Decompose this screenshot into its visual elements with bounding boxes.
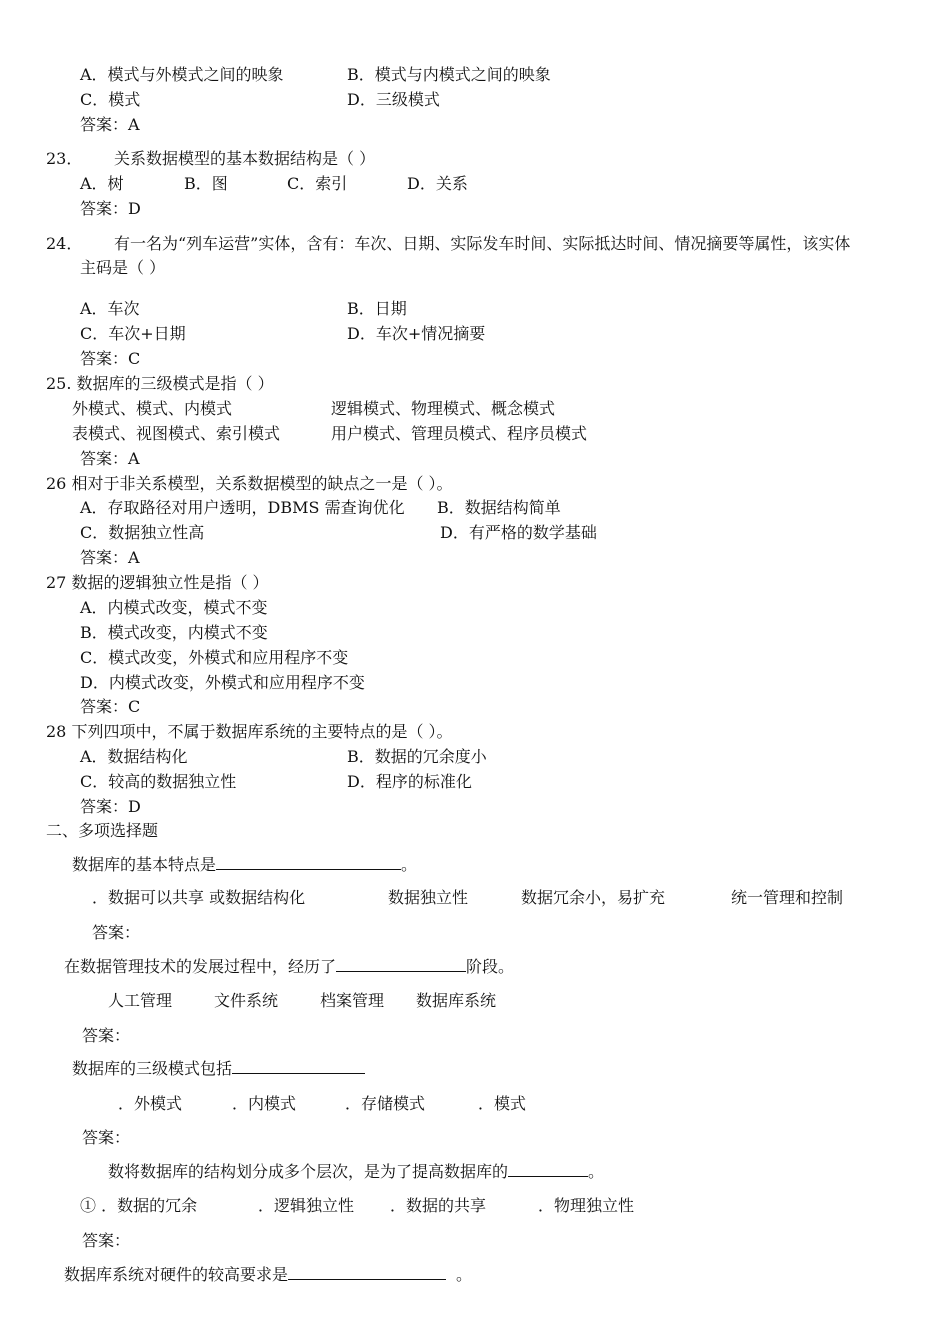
m3-option-3: ．存储模式 — [345, 1094, 426, 1113]
q25-stem: 25. 数据库的三级模式是指（ ） — [46, 374, 274, 393]
m3-option-4: ．模式 — [478, 1094, 527, 1113]
m1-stem-text: 数据库的基本特点是 — [72, 855, 217, 874]
m4-answer-blank[interactable] — [508, 1162, 588, 1177]
m1-answer-blank[interactable] — [216, 855, 401, 870]
m1-option-2: 数据独立性 — [388, 888, 469, 907]
q28-answer: 答案：D — [80, 797, 141, 816]
q26-option-c: C．数据独立性高 — [80, 523, 205, 542]
m1-stem — [72, 855, 417, 875]
q28-stem: 28 下列四项中，不属于数据库系统的主要特点的是（ ）。 — [46, 722, 453, 741]
q24-stem-line1: 有一名为“列车运营”实体，含有：车次、日期、实际发车时间、实际抵达时间、情况摘要等属性，该实体 — [114, 234, 851, 253]
m4-stem-end: 。 — [588, 1162, 605, 1181]
q23-answer: 答案：D — [80, 199, 141, 218]
m1-stem-end: 。 — [401, 855, 418, 874]
m1-option-3: 数据冗余小，易扩充 — [521, 888, 666, 907]
q24-answer: 答案：C — [80, 349, 141, 368]
m2-option-4: 数据库系统 — [416, 991, 497, 1010]
m1-answer: 答案： — [92, 923, 141, 942]
m4-option-3: ．数据的共享 — [390, 1196, 487, 1215]
q22-option-a: A．模式与外模式之间的映象 — [80, 65, 284, 84]
m5-answer-blank[interactable] — [288, 1265, 446, 1280]
m4-answer: 答案： — [82, 1231, 131, 1250]
q24-option-c: C．车次+日期 — [80, 324, 186, 343]
q25-option-3: 表模式、视图模式、索引模式 — [72, 424, 281, 443]
q25-answer: 答案：A — [80, 449, 140, 468]
m2-answer: 答案： — [82, 1026, 131, 1045]
q27-option-d: D．内模式改变，外模式和应用程序不变 — [80, 673, 365, 692]
m2-answer-blank[interactable] — [336, 957, 466, 972]
m1-option-4: 统一管理和控制 — [731, 888, 844, 907]
q27-stem: 27 数据的逻辑独立性是指（ ） — [46, 573, 269, 592]
m2-option-2: 文件系统 — [214, 991, 279, 1010]
q27-option-a: A．内模式改变，模式不变 — [80, 598, 268, 617]
q28-option-d: D．程序的标准化 — [347, 772, 472, 791]
m2-stem-text: 在数据管理技术的发展过程中，经历了 — [64, 957, 337, 976]
q28-option-a: A．数据结构化 — [80, 747, 188, 766]
q27-answer: 答案：C — [80, 697, 141, 716]
m3-stem — [72, 1059, 365, 1079]
m5-stem-text: 数据库系统对硬件的较高要求是 — [64, 1265, 289, 1284]
q26-option-a: A．存取路径对用户透明，DBMS 需查询优化 — [80, 498, 405, 517]
m5-stem-end: 。 — [456, 1265, 473, 1284]
m3-answer: 答案： — [82, 1128, 131, 1147]
q22-option-c: C．模式 — [80, 90, 141, 109]
q23-option-a: A．树 — [80, 174, 124, 193]
q25-option-1: 外模式、模式、内模式 — [72, 399, 233, 418]
q24-option-d: D．车次+情况摘要 — [347, 324, 486, 343]
q26-option-b: B．数据结构简单 — [437, 498, 561, 517]
m3-option-1: ．外模式 — [118, 1094, 183, 1113]
q26-option-d: D．有严格的数学基础 — [440, 523, 597, 542]
q26-answer: 答案：A — [80, 548, 140, 567]
section-title: 二、多项选择题 — [46, 821, 159, 840]
q22-option-b: B．模式与内模式之间的映象 — [347, 65, 551, 84]
m2-option-3: 档案管理 — [320, 991, 385, 1010]
m2-stem — [64, 957, 514, 977]
m4-option-1: ① ．数据的冗余 — [80, 1196, 198, 1215]
q27-option-b: B．模式改变，内模式不变 — [80, 623, 268, 642]
q24-option-b: B．日期 — [347, 299, 407, 318]
m4-option-4: ．物理独立性 — [538, 1196, 635, 1215]
m5-stem — [64, 1265, 472, 1285]
q23-option-c: C．索引 — [287, 174, 348, 193]
q28-option-b: B．数据的冗余度小 — [347, 747, 487, 766]
m3-answer-blank[interactable] — [232, 1059, 365, 1074]
q26-stem: 26 相对于非关系模型，关系数据模型的缺点之一是（ ）。 — [46, 474, 453, 493]
q24-number: 24． — [46, 234, 83, 253]
m4-stem — [108, 1162, 604, 1182]
q23-option-d: D．关系 — [407, 174, 468, 193]
q28-option-c: C．较高的数据独立性 — [80, 772, 237, 791]
q25-option-4: 用户模式、管理员模式、程序员模式 — [331, 424, 588, 443]
m2-option-1: 人工管理 — [108, 991, 173, 1010]
q22-answer: 答案：A — [80, 115, 140, 134]
m3-option-2: ．内模式 — [232, 1094, 297, 1113]
m3-stem-text: 数据库的三级模式包括 — [72, 1059, 233, 1078]
q23-option-b: B．图 — [184, 174, 228, 193]
q27-option-c: C．模式改变，外模式和应用程序不变 — [80, 648, 349, 667]
q22-option-d: D．三级模式 — [347, 90, 440, 109]
q25-option-2: 逻辑模式、物理模式、概念模式 — [331, 399, 556, 418]
m4-stem-text: 数将数据库的结构划分成多个层次，是为了提高数据库的 — [108, 1162, 509, 1181]
m2-stem-end: 阶段。 — [466, 957, 515, 976]
q23-stem: 关系数据模型的基本数据结构是（ ） — [114, 149, 376, 168]
m1-option-1: ．数据可以共享 或数据结构化 — [92, 888, 306, 907]
q23-number: 23． — [46, 149, 83, 168]
m4-option-2: ．逻辑独立性 — [258, 1196, 355, 1215]
q24-stem-line2: 主码是（ ） — [80, 258, 166, 277]
q24-option-a: A．车次 — [80, 299, 140, 318]
